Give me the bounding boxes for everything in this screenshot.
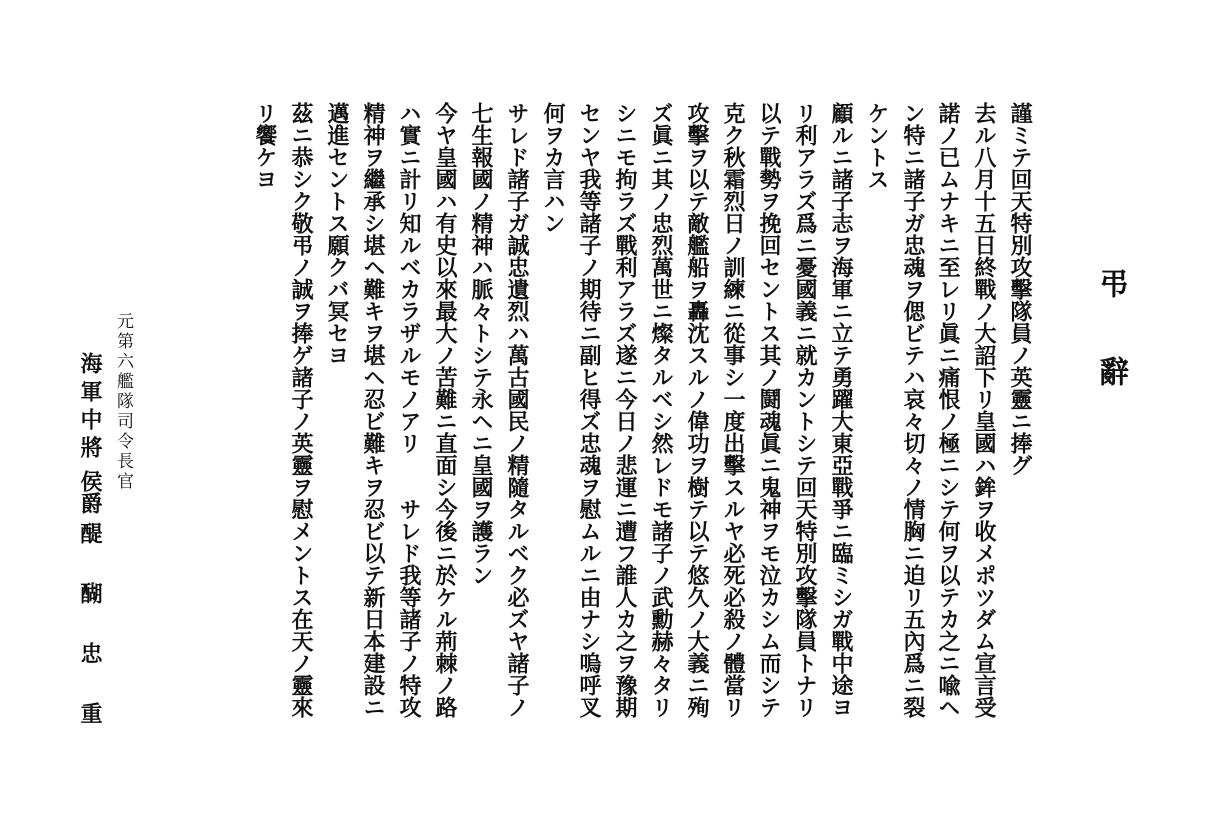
- text-line-19: 精神ヲ繼承シ堪ヘ難キヲ堪ヘ忍ビ難キヲ忍ビ以テ新日本建設ニ: [360, 102, 386, 718]
- text-line-14: 何ヲカ言ハン: [540, 102, 566, 234]
- signature-rank: 海軍中將: [77, 352, 103, 464]
- text-line-22: リ饗ケヨ: [252, 102, 278, 190]
- text-line-16: 七生報國ノ精神ハ脈々トシテ永ヘニ皇國ヲ護ラン: [468, 102, 494, 586]
- text-line-11: ズ眞ニ其ノ忠烈萬世ニ燦タルベシ然レドモ諸子ノ武勳赫々タリ: [648, 102, 674, 718]
- text-line-1: 謹ミテ回天特別攻擊隊員ノ英靈ニ捧グ: [1007, 102, 1033, 476]
- text-line-9: 克ク秋霜烈日ノ訓練ニ從事シ一度出擊スルヤ必死必殺ノ體當リ: [720, 102, 746, 718]
- signature-name: 醍醐忠重: [77, 522, 103, 762]
- text-line-13: センヤ我等諸子ノ期待ニ副ヒ得ズ忠魂ヲ慰ムルニ由ナシ嗚呼叉: [576, 102, 602, 718]
- text-line-21: 茲ニ恭シク敬弔ノ誠ヲ捧ゲ諸子ノ英靈ヲ慰メントス在天ノ靈來: [288, 102, 314, 718]
- text-line-2: 去ル八月十五日終戰ノ大詔下リ皇國ハ鉾ヲ收メポツダム宣言受: [971, 102, 997, 718]
- text-line-4: ン特ニ諸子ガ忠魂ヲ偲ビテハ哀々切々ノ情胸ニ迫リ五內爲ニ裂: [900, 102, 926, 718]
- text-line-18: ハ實ニ計リ知ルベカラザルモノアリ サレド我等諸子ノ特攻: [396, 102, 422, 718]
- text-line-12: シニモ拘ラズ戰利アラズ遂ニ今日ノ悲運ニ遭フ誰人カ之ヲ豫期: [612, 102, 638, 718]
- text-line-7: リ利アラズ爲ニ憂國義ニ就カントシテ回天特別攻擊隊員トナリ: [792, 102, 818, 718]
- text-line-10: 攻擊ヲ以テ敵艦船ヲ轟沈スルノ偉功ヲ樹テ以テ悠久ノ大義ニ殉: [684, 102, 710, 718]
- signature-honor: 侯爵: [77, 470, 103, 514]
- text-line-6: 顧ルニ諸子志ヲ海軍ニ立テ勇躍大東亞戰爭ニ臨ミシガ戰中途ヨ: [828, 102, 854, 718]
- text-line-8: 以テ戰勢ヲ挽回セントス其ノ鬪魂眞ニ鬼神ヲモ泣カシム而シテ: [756, 102, 782, 718]
- document-title: 弔辭: [1093, 268, 1128, 444]
- text-line-3: 諾ノ已ムナキニ至レリ眞ニ痛恨ノ極ニシテ何ヲ以テカ之ニ喩ヘ: [935, 102, 961, 718]
- text-line-15: サレド諸子ガ誠忠遺烈ハ萬古國民ノ精隨タルベク必ズヤ諸子ノ: [504, 102, 530, 718]
- text-line-20: 邁進セントス願クバ冥セヨ: [324, 102, 350, 366]
- text-line-17: 今ヤ皇國ハ有史以來最大ノ苦難ニ直面シ今後ニ於ケル荊棘ノ路: [432, 102, 458, 718]
- text-line-5: ケントス: [864, 102, 890, 190]
- signature-affiliation: 元第六艦隊司令長官: [113, 312, 133, 492]
